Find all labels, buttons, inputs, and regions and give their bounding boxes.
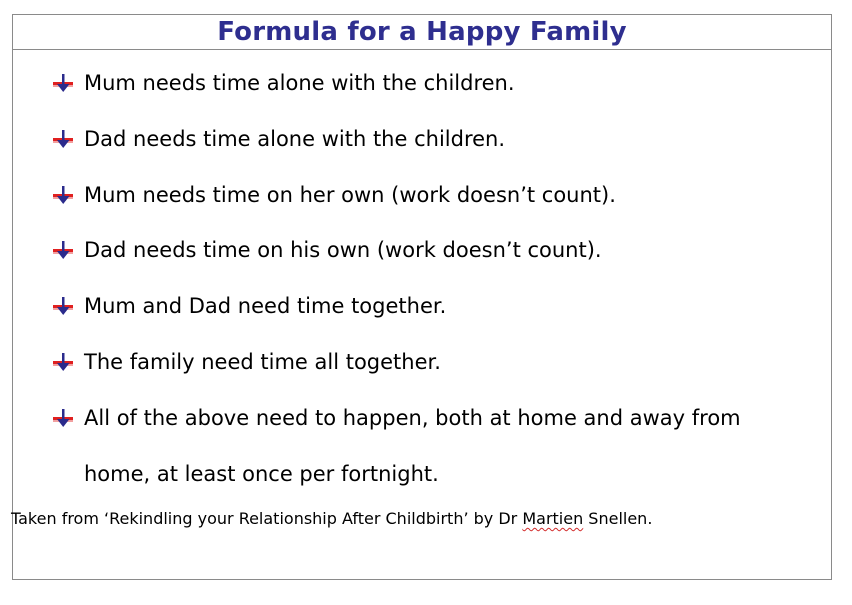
down-arrow-bullet-icon <box>52 185 74 207</box>
down-arrow-bullet-icon <box>52 352 74 374</box>
list-item <box>52 391 792 503</box>
down-arrow-bullet-icon <box>52 129 74 151</box>
list-item-text: Mum needs time on her own (work doesn’t count). <box>84 182 616 207</box>
list-item-text: Mum and Dad need time together. <box>84 294 447 319</box>
caption-text-start: Taken from ‘Rekindling your Relationship After Childbirth’ by Dr <box>11 509 523 528</box>
formula-list <box>52 56 792 502</box>
list-item <box>52 112 792 168</box>
list-item-text: All of the above need to happen, both at home and away from home, at least once per fortnight. <box>84 405 741 486</box>
list-item <box>52 168 792 224</box>
list-item <box>52 335 792 391</box>
list-item <box>52 56 792 112</box>
down-arrow-bullet-icon <box>52 296 74 318</box>
title-bar <box>13 15 831 50</box>
down-arrow-bullet-icon <box>52 408 74 430</box>
list-item-text: Dad needs time on his own (work doesn’t count). <box>84 238 602 263</box>
list-item-text: The family need time all together. <box>84 349 441 374</box>
list-item-text: Mum needs time alone with the children. <box>84 71 515 95</box>
down-arrow-bullet-icon <box>52 240 74 262</box>
list-item <box>52 223 792 279</box>
page-title: Formula for a Happy Family <box>217 17 627 47</box>
source-caption <box>11 508 652 530</box>
caption-text-end: Snellen. <box>583 509 653 528</box>
down-arrow-bullet-icon <box>52 73 74 95</box>
spellcheck-flagged-word: Martien <box>522 509 584 528</box>
list-item-text: Dad needs time alone with the children. <box>84 126 506 151</box>
list-item <box>52 279 792 335</box>
